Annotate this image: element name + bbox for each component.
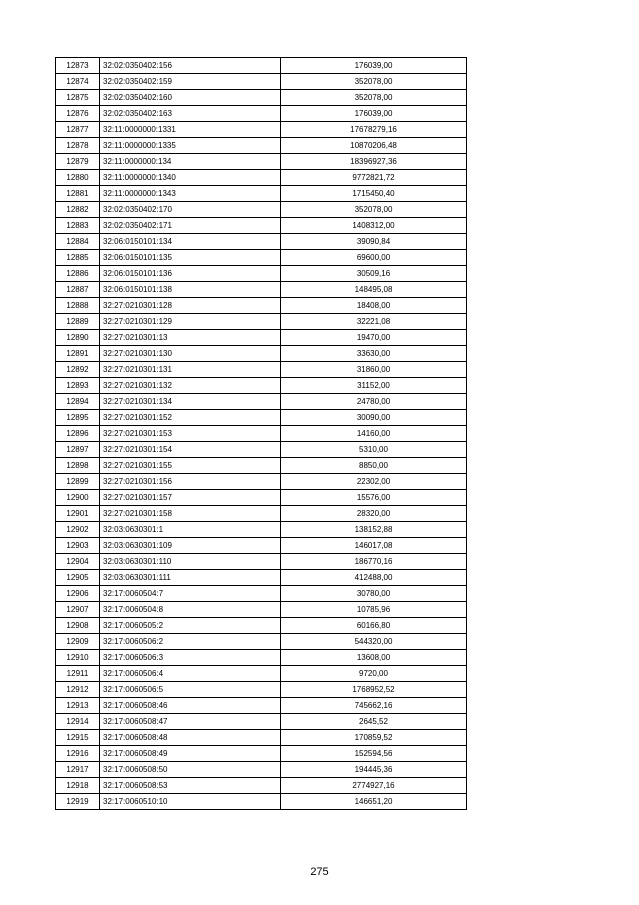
value-cell: 170859,52: [281, 730, 467, 746]
table-row: [56, 410, 467, 426]
value-cell: 10785,96: [281, 602, 467, 618]
table-row: [56, 202, 467, 218]
cadastral-number-cell: 32:17:0060506:5: [100, 682, 281, 698]
cadastral-number-cell: 32:27:0210301:156: [100, 474, 281, 490]
table-row: [56, 282, 467, 298]
cadastral-number-cell: 32:02:0350402:160: [100, 90, 281, 106]
row-number-cell: 12909: [56, 634, 100, 650]
table-row: [56, 538, 467, 554]
table-row: [56, 746, 467, 762]
table-row: [56, 442, 467, 458]
cadastral-number-cell: 32:17:0060506:4: [100, 666, 281, 682]
table-row: [56, 730, 467, 746]
cadastral-number-cell: 32:06:0150101:138: [100, 282, 281, 298]
row-number-cell: 12876: [56, 106, 100, 122]
value-cell: 15576,00: [281, 490, 467, 506]
value-cell: 31860,00: [281, 362, 467, 378]
table-row: [56, 218, 467, 234]
table-row: [56, 506, 467, 522]
table-row: [56, 314, 467, 330]
row-number-cell: 12877: [56, 122, 100, 138]
cadastral-number-cell: 32:11:0000000:134: [100, 154, 281, 170]
value-cell: 146017,08: [281, 538, 467, 554]
table-row: [56, 794, 467, 810]
page-number: 275: [310, 866, 329, 878]
cadastral-value-table: [55, 57, 467, 810]
value-cell: 32221,08: [281, 314, 467, 330]
row-number-cell: 12900: [56, 490, 100, 506]
row-number-cell: 12878: [56, 138, 100, 154]
cadastral-number-cell: 32:17:0060508:50: [100, 762, 281, 778]
cadastral-number-cell: 32:27:0210301:155: [100, 458, 281, 474]
cadastral-number-cell: 32:27:0210301:130: [100, 346, 281, 362]
row-number-cell: 12899: [56, 474, 100, 490]
row-number-cell: 12892: [56, 362, 100, 378]
row-number-cell: 12906: [56, 586, 100, 602]
table-row: [56, 714, 467, 730]
row-number-cell: 12910: [56, 650, 100, 666]
table-body: [56, 58, 467, 810]
row-number-cell: 12887: [56, 282, 100, 298]
cadastral-number-cell: 32:03:0630301:109: [100, 538, 281, 554]
table-row: [56, 426, 467, 442]
cadastral-number-cell: 32:02:0350402:159: [100, 74, 281, 90]
table-row: [56, 554, 467, 570]
cadastral-number-cell: 32:27:0210301:128: [100, 298, 281, 314]
row-number-cell: 12911: [56, 666, 100, 682]
table-row: [56, 170, 467, 186]
row-number-cell: 12881: [56, 186, 100, 202]
value-cell: 2774927,16: [281, 778, 467, 794]
table-row: [56, 250, 467, 266]
cadastral-number-cell: 32:03:0630301:1: [100, 522, 281, 538]
row-number-cell: 12896: [56, 426, 100, 442]
cadastral-number-cell: 32:06:0150101:135: [100, 250, 281, 266]
value-cell: 1768952,52: [281, 682, 467, 698]
table-row: [56, 394, 467, 410]
cadastral-number-cell: 32:27:0210301:157: [100, 490, 281, 506]
row-number-cell: 12917: [56, 762, 100, 778]
value-cell: 13608,00: [281, 650, 467, 666]
cadastral-number-cell: 32:03:0630301:111: [100, 570, 281, 586]
cadastral-number-cell: 32:17:0060508:49: [100, 746, 281, 762]
row-number-cell: 12879: [56, 154, 100, 170]
table-row: [56, 778, 467, 794]
row-number-cell: 12874: [56, 74, 100, 90]
cadastral-number-cell: 32:11:0000000:1343: [100, 186, 281, 202]
row-number-cell: 12903: [56, 538, 100, 554]
value-cell: 30509,16: [281, 266, 467, 282]
table-row: [56, 762, 467, 778]
row-number-cell: 12895: [56, 410, 100, 426]
table-row: [56, 474, 467, 490]
value-cell: 18396927,36: [281, 154, 467, 170]
table-row: [56, 682, 467, 698]
cadastral-number-cell: 32:17:0060504:7: [100, 586, 281, 602]
value-cell: 352078,00: [281, 74, 467, 90]
cadastral-number-cell: 32:17:0060506:2: [100, 634, 281, 650]
value-cell: 9772821,72: [281, 170, 467, 186]
row-number-cell: 12919: [56, 794, 100, 810]
cadastral-number-cell: 32:17:0060506:3: [100, 650, 281, 666]
row-number-cell: 12912: [56, 682, 100, 698]
value-cell: 10870206,48: [281, 138, 467, 154]
cadastral-number-cell: 32:27:0210301:131: [100, 362, 281, 378]
value-cell: 1408312,00: [281, 218, 467, 234]
cadastral-number-cell: 32:17:0060508:46: [100, 698, 281, 714]
value-cell: 39090,84: [281, 234, 467, 250]
table-row: [56, 458, 467, 474]
table-row: [56, 138, 467, 154]
row-number-cell: 12891: [56, 346, 100, 362]
value-cell: 60166,80: [281, 618, 467, 634]
row-number-cell: 12916: [56, 746, 100, 762]
row-number-cell: 12888: [56, 298, 100, 314]
table-row: [56, 186, 467, 202]
value-cell: 194445,36: [281, 762, 467, 778]
cadastral-number-cell: 32:27:0210301:152: [100, 410, 281, 426]
value-cell: 33630,00: [281, 346, 467, 362]
table-row: [56, 602, 467, 618]
table-row: [56, 346, 467, 362]
value-cell: 352078,00: [281, 90, 467, 106]
cadastral-table-container: [55, 57, 466, 810]
row-number-cell: 12884: [56, 234, 100, 250]
value-cell: 352078,00: [281, 202, 467, 218]
value-cell: 14160,00: [281, 426, 467, 442]
row-number-cell: 12902: [56, 522, 100, 538]
value-cell: 18408,00: [281, 298, 467, 314]
value-cell: 31152,00: [281, 378, 467, 394]
row-number-cell: 12898: [56, 458, 100, 474]
cadastral-number-cell: 32:17:0060510:10: [100, 794, 281, 810]
value-cell: 2645,52: [281, 714, 467, 730]
cadastral-number-cell: 32:17:0060508:47: [100, 714, 281, 730]
table-row: [56, 362, 467, 378]
cadastral-number-cell: 32:02:0350402:170: [100, 202, 281, 218]
row-number-cell: 12897: [56, 442, 100, 458]
table-row: [56, 58, 467, 74]
value-cell: 24780,00: [281, 394, 467, 410]
cadastral-number-cell: 32:27:0210301:132: [100, 378, 281, 394]
cadastral-number-cell: 32:27:0210301:154: [100, 442, 281, 458]
row-number-cell: 12915: [56, 730, 100, 746]
table-row: [56, 74, 467, 90]
cadastral-number-cell: 32:27:0210301:153: [100, 426, 281, 442]
value-cell: 745662,16: [281, 698, 467, 714]
value-cell: 176039,00: [281, 58, 467, 74]
row-number-cell: 12893: [56, 378, 100, 394]
cadastral-number-cell: 32:17:0060505:2: [100, 618, 281, 634]
table-row: [56, 234, 467, 250]
table-row: [56, 106, 467, 122]
row-number-cell: 12894: [56, 394, 100, 410]
table-row: [56, 298, 467, 314]
cadastral-number-cell: 32:06:0150101:136: [100, 266, 281, 282]
cadastral-number-cell: 32:17:0060508:48: [100, 730, 281, 746]
value-cell: 69600,00: [281, 250, 467, 266]
table-row: [56, 634, 467, 650]
cadastral-number-cell: 32:11:0000000:1335: [100, 138, 281, 154]
row-number-cell: 12882: [56, 202, 100, 218]
cadastral-number-cell: 32:02:0350402:156: [100, 58, 281, 74]
table-row: [56, 330, 467, 346]
value-cell: 17678279,16: [281, 122, 467, 138]
table-row: [56, 90, 467, 106]
value-cell: 186770,16: [281, 554, 467, 570]
value-cell: 8850,00: [281, 458, 467, 474]
value-cell: 28320,00: [281, 506, 467, 522]
cadastral-number-cell: 32:11:0000000:1340: [100, 170, 281, 186]
row-number-cell: 12901: [56, 506, 100, 522]
table-row: [56, 522, 467, 538]
cadastral-number-cell: 32:27:0210301:129: [100, 314, 281, 330]
row-number-cell: 12905: [56, 570, 100, 586]
row-number-cell: 12873: [56, 58, 100, 74]
row-number-cell: 12889: [56, 314, 100, 330]
value-cell: 138152,88: [281, 522, 467, 538]
table-row: [56, 266, 467, 282]
table-row: [56, 122, 467, 138]
value-cell: 148495,08: [281, 282, 467, 298]
value-cell: 30780,00: [281, 586, 467, 602]
value-cell: 30090,00: [281, 410, 467, 426]
row-number-cell: 12880: [56, 170, 100, 186]
value-cell: 544320,00: [281, 634, 467, 650]
row-number-cell: 12883: [56, 218, 100, 234]
cadastral-number-cell: 32:06:0150101:134: [100, 234, 281, 250]
value-cell: 412488,00: [281, 570, 467, 586]
row-number-cell: 12914: [56, 714, 100, 730]
value-cell: 9720,00: [281, 666, 467, 682]
row-number-cell: 12886: [56, 266, 100, 282]
table-row: [56, 650, 467, 666]
table-row: [56, 618, 467, 634]
value-cell: 1715450,40: [281, 186, 467, 202]
row-number-cell: 12918: [56, 778, 100, 794]
cadastral-number-cell: 32:03:0630301:110: [100, 554, 281, 570]
cadastral-number-cell: 32:17:0060508:53: [100, 778, 281, 794]
row-number-cell: 12885: [56, 250, 100, 266]
value-cell: 5310,00: [281, 442, 467, 458]
value-cell: 152594,56: [281, 746, 467, 762]
cadastral-number-cell: 32:27:0210301:13: [100, 330, 281, 346]
cadastral-number-cell: 32:17:0060504:8: [100, 602, 281, 618]
row-number-cell: 12875: [56, 90, 100, 106]
table-row: [56, 698, 467, 714]
cadastral-number-cell: 32:11:0000000:1331: [100, 122, 281, 138]
cadastral-number-cell: 32:27:0210301:134: [100, 394, 281, 410]
value-cell: 19470,00: [281, 330, 467, 346]
table-row: [56, 378, 467, 394]
row-number-cell: 12908: [56, 618, 100, 634]
row-number-cell: 12907: [56, 602, 100, 618]
value-cell: 22302,00: [281, 474, 467, 490]
table-row: [56, 570, 467, 586]
row-number-cell: 12904: [56, 554, 100, 570]
cadastral-number-cell: 32:02:0350402:171: [100, 218, 281, 234]
table-row: [56, 586, 467, 602]
value-cell: 176039,00: [281, 106, 467, 122]
table-row: [56, 154, 467, 170]
value-cell: 146651,20: [281, 794, 467, 810]
table-row: [56, 666, 467, 682]
table-row: [56, 490, 467, 506]
cadastral-number-cell: 32:27:0210301:158: [100, 506, 281, 522]
cadastral-number-cell: 32:02:0350402:163: [100, 106, 281, 122]
row-number-cell: 12890: [56, 330, 100, 346]
row-number-cell: 12913: [56, 698, 100, 714]
